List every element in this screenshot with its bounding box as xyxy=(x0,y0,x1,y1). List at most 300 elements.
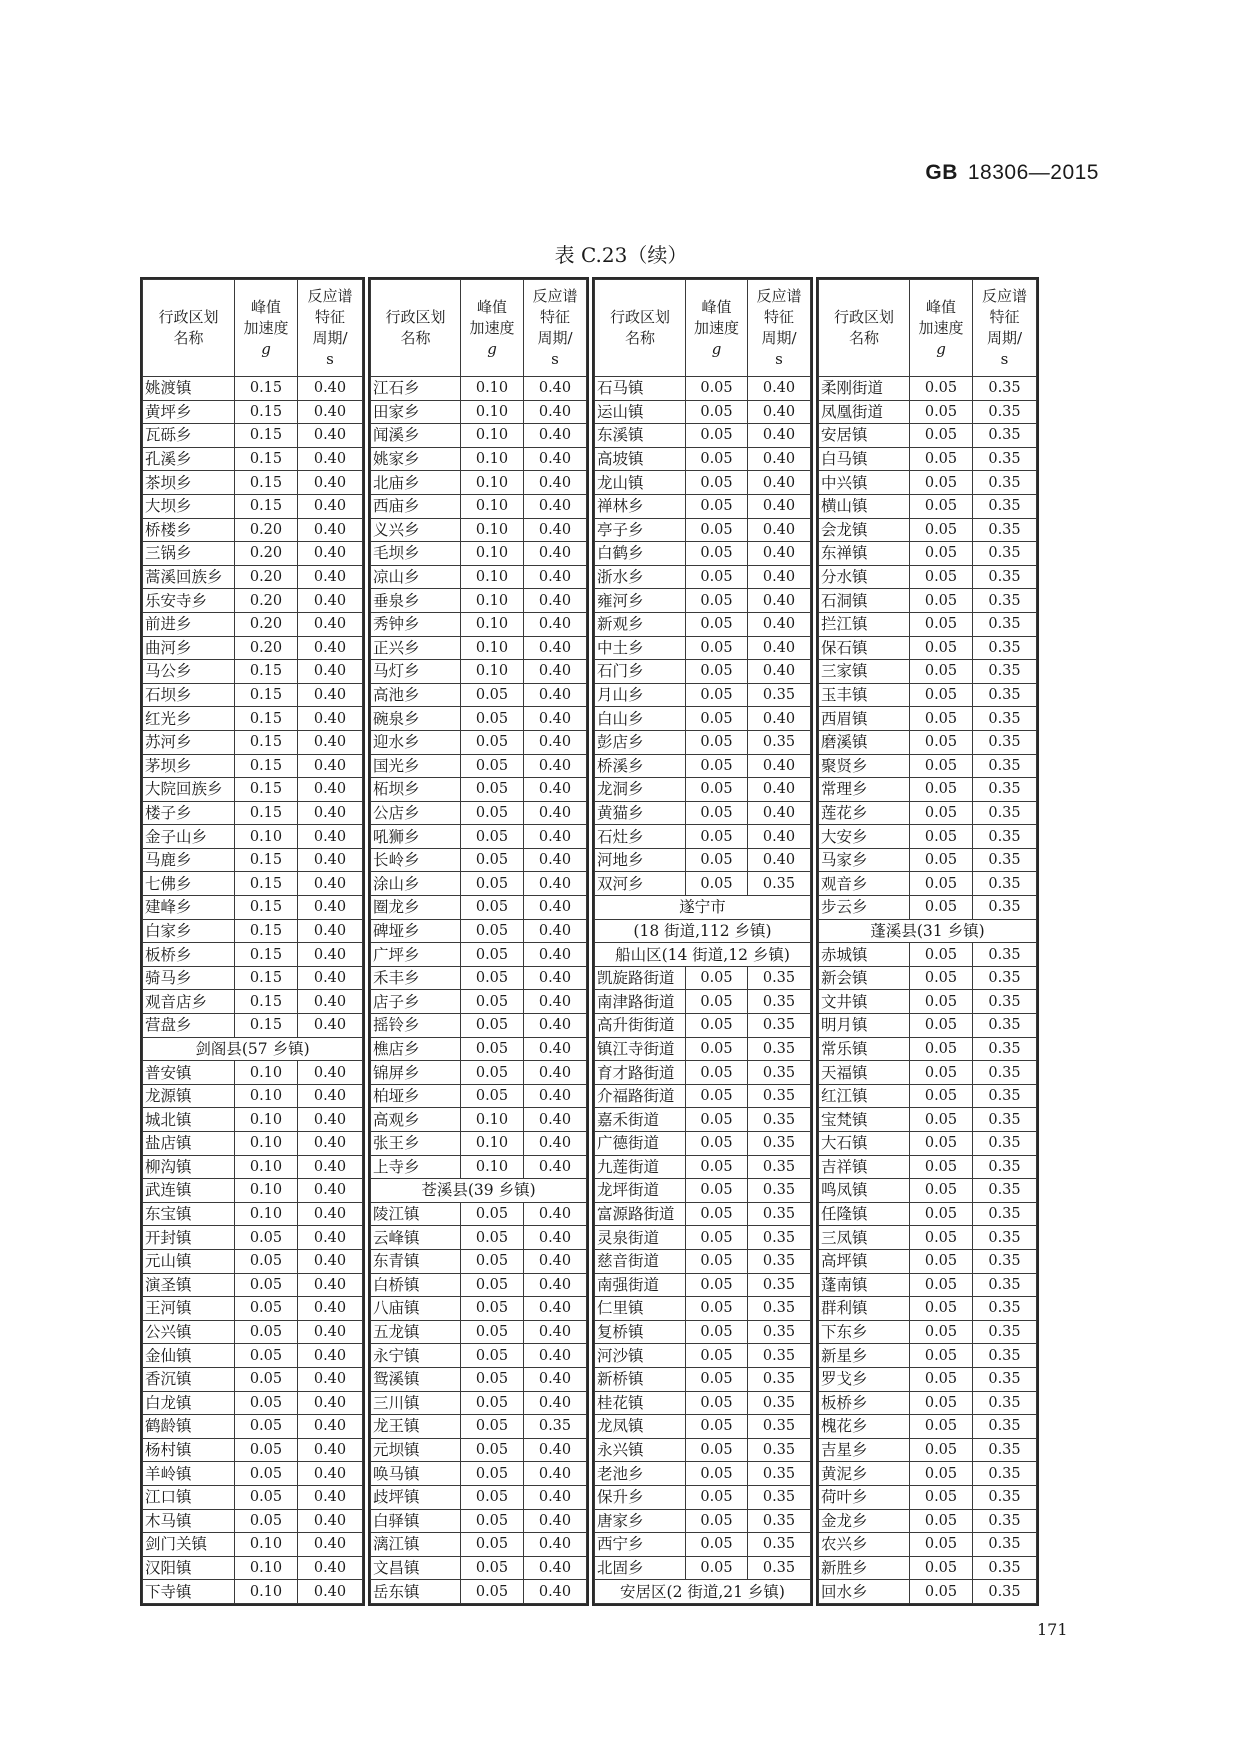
cell-name: 北庙乡 xyxy=(371,471,461,495)
table-row xyxy=(595,848,811,872)
cell-name: 观音乡 xyxy=(819,872,910,896)
table-row xyxy=(595,660,811,684)
cell-pga: 0.15 xyxy=(235,377,298,401)
cell-pga: 0.05 xyxy=(910,896,973,920)
cell-pga: 0.05 xyxy=(686,1415,748,1439)
cell-name: 中土乡 xyxy=(595,636,686,660)
cell-period: 0.40 xyxy=(524,565,587,589)
cell-pga: 0.10 xyxy=(461,612,524,636)
cell-period: 0.40 xyxy=(524,1226,587,1250)
table-row xyxy=(819,1580,1037,1604)
table-row xyxy=(595,1485,811,1509)
cell-name: 育才路街道 xyxy=(595,1061,686,1085)
cell-period: 0.35 xyxy=(973,872,1037,896)
table-row xyxy=(819,778,1037,802)
cell-period: 0.35 xyxy=(973,400,1037,424)
cell-name: 瓦砾乡 xyxy=(143,424,235,448)
cell-period: 0.40 xyxy=(298,1533,363,1557)
table-row xyxy=(143,400,363,424)
cell-pga: 0.05 xyxy=(910,636,973,660)
cell-pga: 0.05 xyxy=(686,565,748,589)
table-row xyxy=(371,1249,587,1273)
cell-name: 吉祥镇 xyxy=(819,1155,910,1179)
cell-name: 老池乡 xyxy=(595,1462,686,1486)
cell-pga: 0.05 xyxy=(910,1415,973,1439)
cell-pga: 0.05 xyxy=(686,1202,748,1226)
cell-period: 0.35 xyxy=(973,1367,1037,1391)
cell-name: 七佛乡 xyxy=(143,872,235,896)
table-row xyxy=(819,1556,1037,1580)
table-row xyxy=(371,400,587,424)
cell-period: 0.40 xyxy=(298,896,363,920)
cell-pga: 0.05 xyxy=(461,730,524,754)
cell-period: 0.40 xyxy=(524,683,587,707)
cell-pga: 0.05 xyxy=(910,1155,973,1179)
cell-name: 迎水乡 xyxy=(371,730,461,754)
header-row xyxy=(143,280,363,377)
cell-period: 0.35 xyxy=(973,1108,1037,1132)
cell-period: 0.40 xyxy=(298,1367,363,1391)
cell-name: 聚贤乡 xyxy=(819,754,910,778)
cell-period: 0.35 xyxy=(973,778,1037,802)
cell-pga: 0.05 xyxy=(686,1320,748,1344)
cell-period: 0.40 xyxy=(524,589,587,613)
cell-name: 柏垭乡 xyxy=(371,1084,461,1108)
cell-name: 建峰乡 xyxy=(143,896,235,920)
table-row xyxy=(819,683,1037,707)
cell-pga: 0.05 xyxy=(910,400,973,424)
cell-name: 桥楼乡 xyxy=(143,518,235,542)
cell-name: 公兴镇 xyxy=(143,1320,235,1344)
cell-name: 镇江寺街道 xyxy=(595,1037,686,1061)
cell-name: 圈龙乡 xyxy=(371,896,461,920)
table-title: 表 C.23（续） xyxy=(554,243,688,267)
cell-name: 上寺乡 xyxy=(371,1155,461,1179)
cell-name: 双河乡 xyxy=(595,872,686,896)
cell-name: 白龙镇 xyxy=(143,1391,235,1415)
table-row xyxy=(819,848,1037,872)
group-heading: 蓬溪县(31 乡镇) xyxy=(819,919,1037,943)
cell-period: 0.35 xyxy=(973,1391,1037,1415)
cell-name: 宝梵镇 xyxy=(819,1108,910,1132)
cell-pga: 0.10 xyxy=(461,447,524,471)
cell-name: 常乐镇 xyxy=(819,1037,910,1061)
cell-pga: 0.05 xyxy=(686,966,748,990)
cell-period: 0.35 xyxy=(973,683,1037,707)
table-row xyxy=(143,848,363,872)
cell-pga: 0.05 xyxy=(910,848,973,872)
cell-period: 0.40 xyxy=(748,589,811,613)
table-row xyxy=(371,1438,587,1462)
cell-name: 毛坝乡 xyxy=(371,542,461,566)
cell-pga: 0.20 xyxy=(235,636,298,660)
cell-name: 保石镇 xyxy=(819,636,910,660)
cell-pga: 0.05 xyxy=(686,636,748,660)
cell-name: 新观乡 xyxy=(595,612,686,636)
cell-name: 唐家乡 xyxy=(595,1509,686,1533)
table-row xyxy=(371,636,587,660)
cell-name: 义兴乡 xyxy=(371,518,461,542)
cell-pga: 0.05 xyxy=(235,1273,298,1297)
cell-period: 0.40 xyxy=(298,825,363,849)
cell-period: 0.40 xyxy=(524,1037,587,1061)
cell-name: 河地乡 xyxy=(595,848,686,872)
table-row xyxy=(143,1485,363,1509)
cell-name: 拦江镇 xyxy=(819,612,910,636)
cell-period: 0.35 xyxy=(973,471,1037,495)
cell-name: 鹤龄镇 xyxy=(143,1415,235,1439)
header-row xyxy=(371,280,587,377)
header-row xyxy=(595,280,811,377)
cell-period: 0.35 xyxy=(748,1438,811,1462)
table-row xyxy=(371,1273,587,1297)
cell-pga: 0.05 xyxy=(461,1556,524,1580)
cell-name: 禾丰乡 xyxy=(371,966,461,990)
cell-pga: 0.05 xyxy=(461,1415,524,1439)
table-row xyxy=(595,730,811,754)
cell-name: 凉山乡 xyxy=(371,565,461,589)
cell-period: 0.35 xyxy=(973,660,1037,684)
cell-name: 香沉镇 xyxy=(143,1367,235,1391)
cell-name: 三川镇 xyxy=(371,1391,461,1415)
cell-name: 白鹤乡 xyxy=(595,542,686,566)
cell-pga: 0.05 xyxy=(461,1367,524,1391)
cell-pga: 0.05 xyxy=(461,801,524,825)
cell-name: 高观乡 xyxy=(371,1108,461,1132)
table-row xyxy=(595,636,811,660)
table-row xyxy=(143,1249,363,1273)
cell-name: 歧坪镇 xyxy=(371,1485,461,1509)
cell-pga: 0.15 xyxy=(235,424,298,448)
cell-period: 0.40 xyxy=(524,518,587,542)
cell-period: 0.35 xyxy=(748,1533,811,1557)
table-row xyxy=(143,990,363,1014)
table-row xyxy=(595,471,811,495)
table-row xyxy=(371,660,587,684)
table-row xyxy=(371,612,587,636)
cell-pga: 0.15 xyxy=(235,683,298,707)
cell-pga: 0.05 xyxy=(461,1344,524,1368)
table-row xyxy=(819,1249,1037,1273)
cell-period: 0.40 xyxy=(524,1391,587,1415)
cell-period: 0.35 xyxy=(748,966,811,990)
table-row xyxy=(819,1533,1037,1557)
cell-pga: 0.15 xyxy=(235,848,298,872)
cell-name: 云峰镇 xyxy=(371,1226,461,1250)
cell-name: 广坪乡 xyxy=(371,943,461,967)
table-row xyxy=(595,1014,811,1038)
cell-period: 0.40 xyxy=(524,825,587,849)
cell-name: 正兴乡 xyxy=(371,636,461,660)
table-row xyxy=(371,1344,587,1368)
cell-period: 0.35 xyxy=(748,1367,811,1391)
cell-pga: 0.05 xyxy=(910,1533,973,1557)
table-row xyxy=(143,1344,363,1368)
table-row xyxy=(595,1179,811,1203)
cell-period: 0.40 xyxy=(524,1509,587,1533)
cell-name: 龙洞乡 xyxy=(595,778,686,802)
cell-period: 0.40 xyxy=(524,1061,587,1085)
sub-table xyxy=(370,279,587,1604)
table-row xyxy=(819,377,1037,401)
table-row xyxy=(371,518,587,542)
cell-name: 大院回族乡 xyxy=(143,778,235,802)
cell-period: 0.40 xyxy=(298,1438,363,1462)
cell-period: 0.40 xyxy=(748,400,811,424)
cell-period: 0.40 xyxy=(298,683,363,707)
table-row xyxy=(143,1084,363,1108)
cell-pga: 0.05 xyxy=(686,1226,748,1250)
table-row xyxy=(819,943,1037,967)
cell-period: 0.35 xyxy=(748,1344,811,1368)
cell-period: 0.40 xyxy=(524,919,587,943)
cell-period: 0.40 xyxy=(298,919,363,943)
cell-pga: 0.15 xyxy=(235,896,298,920)
data-table xyxy=(140,277,1039,1606)
cell-pga: 0.10 xyxy=(461,660,524,684)
cell-name: 槐花乡 xyxy=(819,1415,910,1439)
cell-name: 明月镇 xyxy=(819,1014,910,1038)
table-row xyxy=(595,1438,811,1462)
cell-name: 板桥乡 xyxy=(819,1391,910,1415)
cell-pga: 0.05 xyxy=(686,1273,748,1297)
cell-name: 唤马镇 xyxy=(371,1462,461,1486)
cell-period: 0.40 xyxy=(524,1249,587,1273)
group-row xyxy=(371,1179,587,1203)
cell-period: 0.35 xyxy=(748,1014,811,1038)
cell-name: 农兴乡 xyxy=(819,1533,910,1557)
table-row xyxy=(595,589,811,613)
cell-name: 柳沟镇 xyxy=(143,1155,235,1179)
cell-pga: 0.05 xyxy=(686,872,748,896)
cell-pga: 0.05 xyxy=(461,1249,524,1273)
group-heading: 船山区(14 街道,12 乡镇) xyxy=(595,943,811,967)
table-row xyxy=(143,1273,363,1297)
cell-period: 0.40 xyxy=(524,754,587,778)
table-row xyxy=(143,707,363,731)
cell-name: 新会镇 xyxy=(819,966,910,990)
table-row xyxy=(819,1485,1037,1509)
cell-name: 元山镇 xyxy=(143,1249,235,1273)
cell-period: 0.40 xyxy=(298,730,363,754)
cell-pga: 0.05 xyxy=(686,1155,748,1179)
table-row xyxy=(143,636,363,660)
cell-pga: 0.05 xyxy=(461,848,524,872)
table-row xyxy=(819,1202,1037,1226)
cell-period: 0.35 xyxy=(973,1320,1037,1344)
cell-name: 板桥乡 xyxy=(143,943,235,967)
cell-period: 0.35 xyxy=(748,872,811,896)
table-row xyxy=(595,424,811,448)
table-row xyxy=(595,754,811,778)
cell-pga: 0.10 xyxy=(235,1132,298,1156)
cell-period: 0.35 xyxy=(973,1155,1037,1179)
cell-name: 王河镇 xyxy=(143,1297,235,1321)
cell-pga: 0.05 xyxy=(686,1533,748,1557)
cell-period: 0.40 xyxy=(524,1462,587,1486)
cell-name: 金龙乡 xyxy=(819,1509,910,1533)
cell-pga: 0.05 xyxy=(461,754,524,778)
cell-period: 0.40 xyxy=(298,1320,363,1344)
cell-period: 0.40 xyxy=(298,518,363,542)
cell-period: 0.35 xyxy=(973,848,1037,872)
table-row xyxy=(595,400,811,424)
table-row xyxy=(819,1037,1037,1061)
cell-pga: 0.05 xyxy=(461,919,524,943)
cell-name: 大安乡 xyxy=(819,825,910,849)
cell-period: 0.35 xyxy=(973,1249,1037,1273)
cell-pga: 0.05 xyxy=(235,1249,298,1273)
cell-pga: 0.05 xyxy=(686,1438,748,1462)
table-row xyxy=(371,1580,587,1604)
cell-period: 0.40 xyxy=(298,400,363,424)
cell-period: 0.35 xyxy=(748,1297,811,1321)
cell-name: 莲花乡 xyxy=(819,801,910,825)
group-row xyxy=(595,943,811,967)
cell-name: 中兴镇 xyxy=(819,471,910,495)
table-row xyxy=(371,1037,587,1061)
cell-period: 0.40 xyxy=(524,424,587,448)
cell-pga: 0.05 xyxy=(235,1438,298,1462)
cell-period: 0.40 xyxy=(524,494,587,518)
cell-period: 0.35 xyxy=(973,1509,1037,1533)
table-row xyxy=(143,660,363,684)
cell-pga: 0.05 xyxy=(461,1438,524,1462)
cell-pga: 0.05 xyxy=(461,1202,524,1226)
group-heading: (18 街道,112 乡镇) xyxy=(595,919,811,943)
cell-pga: 0.05 xyxy=(910,1037,973,1061)
cell-name: 东青镇 xyxy=(371,1249,461,1273)
cell-pga: 0.20 xyxy=(235,518,298,542)
cell-period: 0.35 xyxy=(973,1084,1037,1108)
cell-name: 回水乡 xyxy=(819,1580,910,1604)
sub-table xyxy=(142,279,363,1604)
table-row xyxy=(143,1462,363,1486)
cell-pga: 0.05 xyxy=(461,707,524,731)
cell-period: 0.40 xyxy=(298,612,363,636)
cell-period: 0.40 xyxy=(298,872,363,896)
cell-period: 0.40 xyxy=(298,1155,363,1179)
cell-name: 河沙镇 xyxy=(595,1344,686,1368)
cell-name: 永宁镇 xyxy=(371,1344,461,1368)
group-row xyxy=(595,896,811,920)
cell-name: 摇铃乡 xyxy=(371,1014,461,1038)
table-row xyxy=(595,966,811,990)
cell-name: 汉阳镇 xyxy=(143,1556,235,1580)
cell-name: 任隆镇 xyxy=(819,1202,910,1226)
table-row xyxy=(595,1226,811,1250)
header-period: 反应谱 特征 周期/ s xyxy=(748,280,811,377)
sub-table xyxy=(594,279,811,1604)
cell-pga: 0.05 xyxy=(910,943,973,967)
cell-name: 碗泉乡 xyxy=(371,707,461,731)
cell-pga: 0.05 xyxy=(461,1273,524,1297)
cell-name: 高坡镇 xyxy=(595,447,686,471)
table-row xyxy=(371,825,587,849)
table-row xyxy=(819,754,1037,778)
cell-period: 0.40 xyxy=(748,471,811,495)
table-row xyxy=(819,966,1037,990)
table-row xyxy=(371,1533,587,1557)
cell-period: 0.40 xyxy=(748,377,811,401)
cell-name: 鸳溪镇 xyxy=(371,1367,461,1391)
cell-name: 石坝乡 xyxy=(143,683,235,707)
cell-name: 蒿溪回族乡 xyxy=(143,565,235,589)
table-row xyxy=(595,1155,811,1179)
cell-period: 0.40 xyxy=(298,1014,363,1038)
cell-period: 0.35 xyxy=(748,1249,811,1273)
cell-name: 安居镇 xyxy=(819,424,910,448)
cell-name: 九莲街道 xyxy=(595,1155,686,1179)
cell-name: 闻溪乡 xyxy=(371,424,461,448)
table-row xyxy=(371,471,587,495)
cell-name: 赤城镇 xyxy=(819,943,910,967)
cell-name: 金仙镇 xyxy=(143,1344,235,1368)
cell-pga: 0.05 xyxy=(461,1320,524,1344)
table-row xyxy=(371,848,587,872)
cell-pga: 0.15 xyxy=(235,943,298,967)
cell-pga: 0.15 xyxy=(235,471,298,495)
cell-name: 武连镇 xyxy=(143,1179,235,1203)
cell-pga: 0.05 xyxy=(235,1297,298,1321)
cell-name: 秀钟乡 xyxy=(371,612,461,636)
cell-period: 0.35 xyxy=(748,1415,811,1439)
cell-pga: 0.05 xyxy=(910,966,973,990)
table-block-1 xyxy=(140,277,365,1606)
cell-pga: 0.05 xyxy=(461,896,524,920)
cell-name: 骑马乡 xyxy=(143,966,235,990)
cell-name: 鸣凤镇 xyxy=(819,1179,910,1203)
cell-period: 0.40 xyxy=(298,1391,363,1415)
cell-pga: 0.05 xyxy=(910,589,973,613)
table-row xyxy=(371,1155,587,1179)
cell-name: 剑门关镇 xyxy=(143,1533,235,1557)
cell-pga: 0.10 xyxy=(461,542,524,566)
table-row xyxy=(143,1533,363,1557)
cell-pga: 0.05 xyxy=(235,1462,298,1486)
standard-number xyxy=(925,161,1099,185)
cell-period: 0.40 xyxy=(298,778,363,802)
cell-name: 楼子乡 xyxy=(143,801,235,825)
cell-period: 0.40 xyxy=(524,990,587,1014)
group-heading: 剑阁县(57 乡镇) xyxy=(143,1037,363,1061)
table-row xyxy=(595,1344,811,1368)
cell-pga: 0.15 xyxy=(235,447,298,471)
table-row xyxy=(143,896,363,920)
table-row xyxy=(595,565,811,589)
table-row xyxy=(143,1132,363,1156)
cell-pga: 0.05 xyxy=(910,565,973,589)
table-row xyxy=(371,1014,587,1038)
cell-pga: 0.15 xyxy=(235,872,298,896)
cell-pga: 0.05 xyxy=(910,542,973,566)
cell-pga: 0.10 xyxy=(235,1061,298,1085)
cell-name: 新星乡 xyxy=(819,1344,910,1368)
cell-pga: 0.05 xyxy=(686,1061,748,1085)
cell-pga: 0.10 xyxy=(461,400,524,424)
cell-pga: 0.05 xyxy=(235,1367,298,1391)
cell-period: 0.35 xyxy=(973,1580,1037,1604)
table-row xyxy=(143,1391,363,1415)
cell-pga: 0.10 xyxy=(235,1179,298,1203)
cell-pga: 0.15 xyxy=(235,707,298,731)
cell-period: 0.40 xyxy=(524,966,587,990)
cell-pga: 0.05 xyxy=(910,1297,973,1321)
cell-period: 0.35 xyxy=(973,730,1037,754)
table-row xyxy=(371,542,587,566)
cell-period: 0.40 xyxy=(524,801,587,825)
table-row xyxy=(819,1273,1037,1297)
